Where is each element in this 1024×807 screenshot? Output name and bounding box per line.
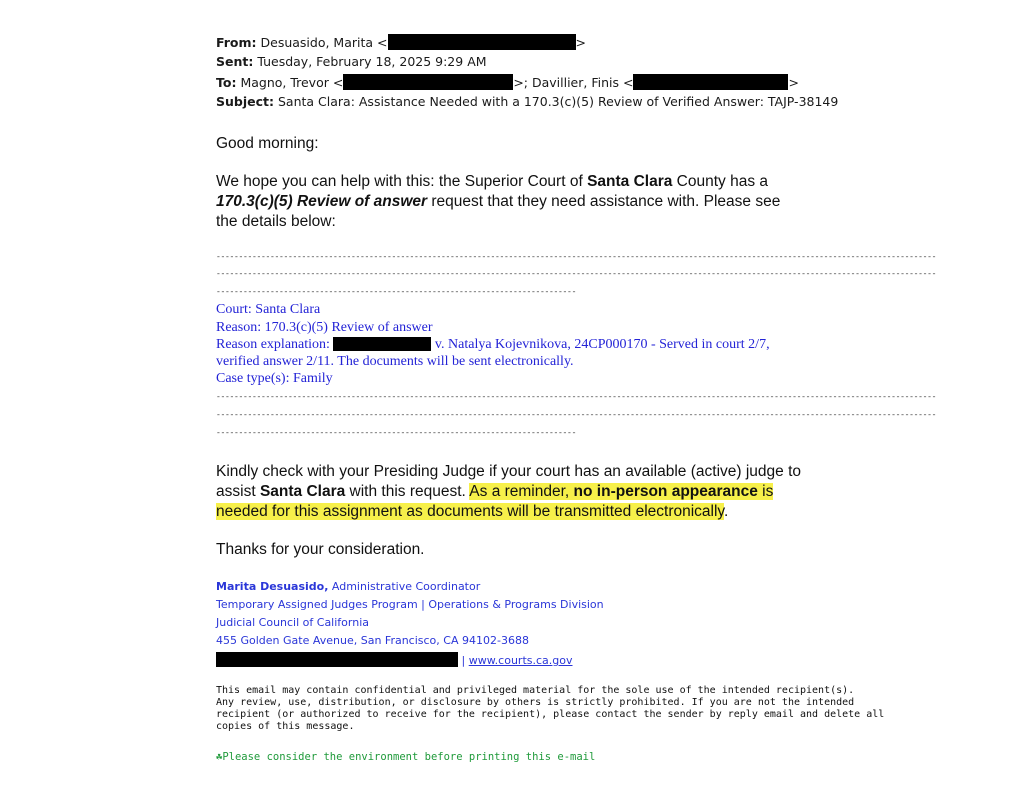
environment-note: ☘Please consider the environment before printing this e-mail (216, 751, 596, 763)
signature-title: Administrative Coordinator (328, 580, 481, 593)
to-line: To: Magno, Trevor < >; Davillier, Finis < > (216, 75, 799, 90)
signature-contact-line: | www.courts.ca.gov (216, 652, 573, 667)
sent-line (216, 54, 487, 69)
highlighted-reminder: As a reminder, no in-person appearance is (469, 483, 774, 500)
separator: -------------------------------------------------------------------------------- (216, 288, 577, 297)
intro-line-3: the details below: (216, 213, 336, 230)
signature-name-line (216, 580, 480, 593)
from-line: From: Desuasido, Marita < > (216, 35, 586, 50)
disclaimer-line: copies of this message. (216, 721, 355, 732)
signature-name: Marita Desuasido, (216, 580, 329, 593)
intro-line-2: 170.3(c)(5) Review of answer request that they need assistance with. Please see (216, 193, 781, 210)
redacted-email (633, 74, 788, 90)
signature-org: Judicial Council of California (216, 616, 369, 629)
redacted-email (343, 74, 513, 90)
request-line-2: assist Santa Clara with this request. As a reminder, no in-person appearance is (216, 483, 774, 500)
disclaimer-line: Any review, use, distribution, or disclosure by others is strictly prohibited. If you are not the intended (216, 697, 855, 708)
highlighted-reminder-cont: needed for this assignment as documents will be transmitted electronically (216, 503, 725, 520)
disclaimer-line: recipient (or authorized to receive for the recipient), please contact the sender by reply email and delete all (216, 709, 885, 720)
greeting: Good morning: (216, 135, 319, 152)
signature-program: Temporary Assigned Judges Program | Operations & Programs Division (216, 598, 604, 611)
redacted-contact (216, 652, 458, 667)
request-line-3: needed for this assignment as documents will be transmitted electronically. (216, 503, 729, 520)
disclaimer-line: This email may contain confidential and privileged material for the sole use of the intended recipient(s). (216, 685, 855, 696)
detail-reason: Reason: 170.3(c)(5) Review of answer (216, 320, 433, 335)
detail-case-type: Case type(s): Family (216, 371, 333, 386)
thanks: Thanks for your consideration. (216, 541, 425, 558)
redacted-email (388, 34, 576, 50)
separator: ---------------------------------------------------------------------------------------------------------------------------------------------------------------- (216, 270, 937, 279)
sent-label: Sent: (216, 54, 254, 69)
redacted-name (333, 337, 431, 351)
from-value: Desuasido, Marita < (260, 35, 388, 50)
sent-value: Tuesday, February 18, 2025 9:29 AM (257, 54, 487, 69)
to-label: To: (216, 75, 237, 90)
separator: ---------------------------------------------------------------------------------------------------------------------------------------------------------------- (216, 253, 937, 262)
website-link[interactable]: www.courts.ca.gov (468, 654, 573, 667)
separator: ---------------------------------------------------------------------------------------------------------------------------------------------------------------- (216, 393, 937, 402)
separator: ---------------------------------------------------------------------------------------------------------------------------------------------------------------- (216, 411, 937, 420)
leaf-icon: ☘ (216, 751, 223, 763)
subject-label: Subject: (216, 94, 274, 109)
detail-explanation: Reason explanation: v. Natalya Kojevnikova, 24CP000170 - Served in court 2/7, (216, 337, 770, 352)
detail-court: Court: Santa Clara (216, 302, 321, 317)
signature-address: 455 Golden Gate Avenue, San Francisco, CA 94102-3688 (216, 634, 529, 647)
detail-explanation-line2: verified answer 2/11. The documents will be sent electronically. (216, 354, 574, 369)
intro-line-1: We hope you can help with this: the Superior Court of Santa Clara County has a (216, 173, 769, 190)
separator: -------------------------------------------------------------------------------- (216, 429, 577, 438)
from-label: From: (216, 35, 257, 50)
subject-line (216, 94, 838, 109)
subject-value: Santa Clara: Assistance Needed with a 170.3(c)(5) Review of Verified Answer: TAJP-38149 (277, 94, 839, 109)
request-line-1: Kindly check with your Presiding Judge if your court has an available (active) judge to (216, 463, 802, 480)
